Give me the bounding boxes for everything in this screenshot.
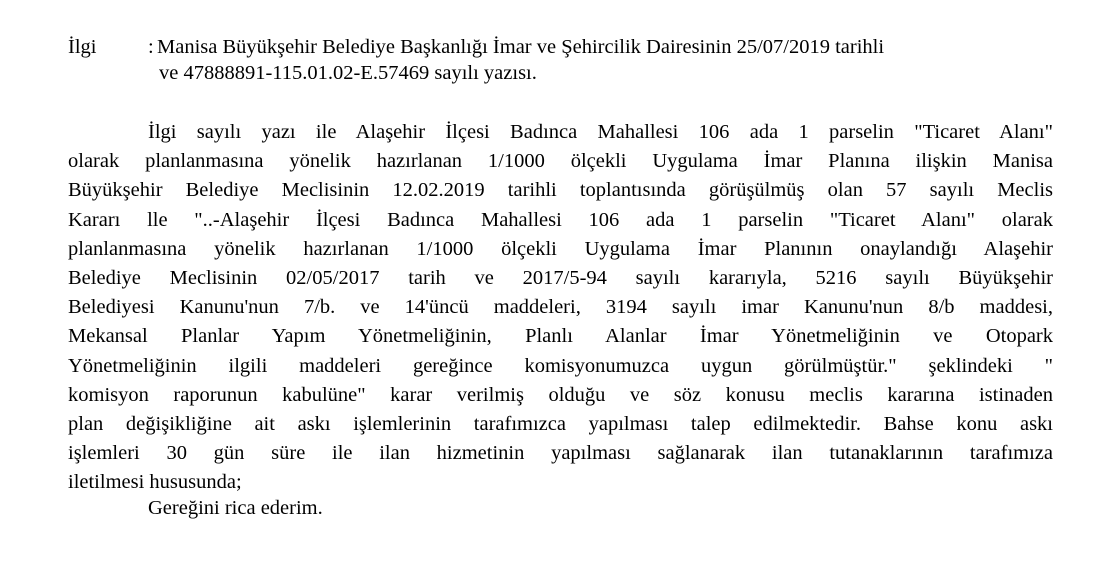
body-paragraph [68, 118, 1053, 497]
paragraph-line: komisyon raporunun kabulüne" karar verilmiş olduğu ve söz konusu meclis kararına istinaden [68, 383, 1053, 406]
paragraph-line: olarak planlanmasına yönelik hazırlanan 1/1000 ölçekli Uygulama İmar Planına ilişkin Manisa [68, 150, 1053, 173]
paragraph-line: Belediyesi Kanunu'nun 7/b. ve 14'üncü maddeleri, 3194 sayılı imar Kanunu'nun 8/b maddesi, [68, 296, 1053, 319]
paragraph-line: Mekansal Planlar Yapım Yönetmeliğinin, Planlı Alanlar İmar Yönetmeliğinin ve Otopark [68, 325, 1053, 348]
paragraph-line: işlemleri 30 gün süre ile ilan hizmetinin yapılması sağlanarak ilan tutanaklarının tarafımıza [68, 442, 1053, 465]
closing-line: Gereğini rica ederim. [148, 497, 323, 519]
reference-text [157, 34, 1057, 86]
paragraph-line: iletilmesi hususunda; [68, 471, 242, 494]
paragraph-line: Büyükşehir Belediye Meclisinin 12.02.2019 tarihli toplantısında görüşülmüş olan 57 sayılı Meclis [68, 179, 1053, 202]
paragraph-line: Kararı lle "..-Alaşehir İlçesi Badınca Mahallesi 106 ada 1 parselin "Ticaret Alanı" olarak [68, 208, 1053, 231]
paragraph-line: Yönetmeliğinin ilgili maddeleri gereğince komisyonumuzca uygun görülmüştür." şeklindeki " [68, 354, 1053, 377]
reference-line: Manisa Büyükşehir Belediye Başkanlığı İmar ve Şehircilik Dairesinin 25/07/2019 tarihli [157, 36, 885, 58]
paragraph-line: planlanmasına yönelik hazırlanan 1/1000 ölçekli Uygulama İmar Planının onaylandığı Alaşehir [68, 237, 1053, 260]
paragraph-line: Belediye Meclisinin 02/05/2017 tarih ve 2017/5-94 sayılı kararıyla, 5216 sayılı Büyükşehir [68, 266, 1053, 289]
reference-line: ve 47888891-115.01.02-E.57469 sayılı yazısı. [159, 62, 537, 84]
paragraph-line: İlgi sayılı yazı ile Alaşehir İlçesi Badınca Mahallesi 106 ada 1 parselin "Ticaret Alanı" [148, 121, 1053, 143]
reference-label: İlgi [68, 36, 97, 58]
paragraph-line: plan değişikliğine ait askı işlemlerinin tarafımızca yapılması talep edilmektedir. Bahse konu askı [68, 412, 1053, 435]
reference-colon: : [148, 36, 154, 58]
